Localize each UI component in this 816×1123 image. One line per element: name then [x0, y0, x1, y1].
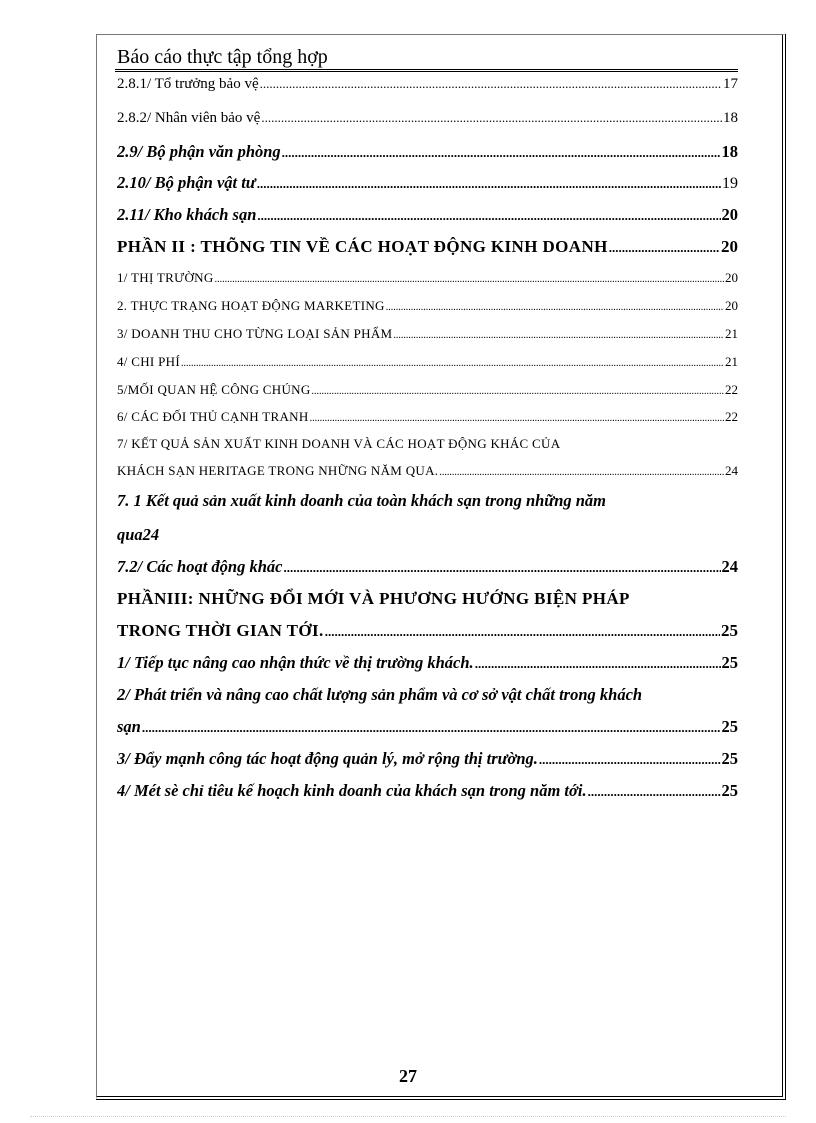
header-rule [115, 69, 738, 72]
page-bottom-divider [30, 1116, 786, 1117]
dot-leader [310, 413, 724, 424]
toc-entry-page: 25 [721, 621, 738, 640]
toc-entry-page: 20 [721, 237, 738, 256]
toc-entry-page: 21 [725, 354, 738, 369]
toc-entry-label: 2.10/ Bộ phận vật tư [117, 173, 256, 192]
toc-entry-2-11[interactable] [117, 205, 738, 225]
dot-leader [439, 467, 724, 478]
toc-entry-part-3-line1[interactable]: PHẦNIII: NHỮNG ĐỔI MỚI VÀ PHƯƠNG HƯỚNG BIỆN PHÁP [117, 589, 630, 608]
toc-entry-3-1[interactable] [117, 653, 738, 673]
toc-entry-label: 6/ CÁC ĐỐI THỦ CẠNH TRANH [117, 409, 309, 424]
toc-entry-page: 21 [725, 326, 738, 341]
dot-leader [282, 145, 721, 161]
toc-entry-label: 4/ Mét sè chỉ tiêu kế hoạch kinh doanh của khách sạn trong năm tới. [117, 781, 587, 800]
page-number: 27 [399, 1066, 417, 1086]
toc-entry-2-10[interactable] [117, 173, 738, 193]
toc-entry-results-line1[interactable]: 7/ KẾT QUẢ SẢN XUẤT KINH DOANH VÀ CÁC HOẠT ĐỘNG KHÁC CỦA [117, 436, 561, 451]
dot-leader [475, 656, 721, 672]
toc-entry-page: 18 [721, 142, 738, 161]
toc-entry-3-4[interactable] [117, 781, 738, 801]
toc-entry-page: 25 [721, 749, 738, 768]
toc-entry-page: 18 [723, 110, 738, 126]
toc-entry-7-1-line1[interactable]: 7. 1 Kết quả sản xuất kinh doanh của toàn khách sạn trong những năm [117, 491, 607, 510]
toc-entry-page: 22 [725, 382, 738, 397]
toc-entry-7-2[interactable] [117, 557, 738, 577]
toc-entry-page: 24 [721, 557, 738, 576]
toc-entry-page: 20 [721, 205, 738, 224]
toc-entry-label: 2.8.2/ Nhân viên bảo vệ [117, 110, 261, 126]
toc-entry-market[interactable] [117, 270, 738, 286]
toc-entry-competitors[interactable] [117, 409, 738, 425]
dot-leader [261, 110, 722, 126]
dot-leader [142, 720, 721, 736]
toc-entry-label: 2.8.1/ Tổ trưởng bảo vệ [117, 76, 259, 92]
toc-entry-page: 25 [721, 781, 738, 800]
toc-entry-label: 7.2/ Các hoạt động khác [117, 557, 283, 576]
dot-leader [588, 784, 721, 800]
dot-leader [312, 386, 724, 397]
toc-entry-page: 17 [723, 76, 738, 92]
toc-entry-3-2-line1[interactable]: 2/ Phát triển và nâng cao chất lượng sản phẩm và cơ sở vật chất trong khách [117, 685, 643, 704]
toc-entry-label: 3/ DOANH THU CHO TỪNG LOẠI SẢN PHẨM [117, 326, 393, 341]
toc-entry-label: 2.11/ Kho khách sạn [117, 205, 257, 224]
toc-entry-page: 22 [725, 409, 738, 424]
dot-leader [257, 208, 720, 224]
dot-leader [539, 752, 721, 768]
toc-entry-label: 2.9/ Bộ phận văn phòng [117, 142, 281, 161]
dot-leader [609, 240, 720, 256]
toc-entry-label: 4/ CHI PHÍ [117, 354, 180, 369]
dot-leader [181, 358, 724, 369]
toc-entry-3-2[interactable] [117, 717, 738, 737]
toc-entry-label: KHÁCH SẠN HERITAGE TRONG NHỮNG NĂM QUA. [117, 463, 439, 478]
toc-entry-label: PHẦN II : THÕNG TIN VỀ CÁC HOẠT ĐỘNG KINH DOANH [117, 237, 608, 256]
toc-entry-2-8-2[interactable] [117, 110, 738, 127]
toc-entry-label: 3/ Đẩy mạnh công tác hoạt động quản lý, mở rộng thị trường. [117, 749, 538, 768]
toc-entry-results[interactable] [117, 463, 738, 479]
toc-entry-2-9[interactable] [117, 142, 738, 162]
toc-entry-marketing[interactable] [117, 298, 738, 314]
toc-entry-part-3[interactable] [117, 621, 738, 641]
toc-entry-label: 2. THỰC TRẠNG HOẠT ĐỘNG MARKETING [117, 298, 385, 313]
dot-leader [325, 624, 720, 640]
toc-entry-public-relations[interactable] [117, 382, 738, 398]
dot-leader [257, 176, 721, 192]
toc-entry-7-1[interactable]: qua24 [117, 525, 160, 544]
toc-entry-page: 19 [722, 175, 738, 192]
dot-leader [215, 274, 724, 285]
toc-entry-page: 25 [721, 717, 738, 736]
toc-entry-2-8-1[interactable] [117, 76, 738, 93]
toc-entry-page: 25 [721, 653, 738, 672]
dot-leader [386, 302, 724, 313]
toc-entry-3-3[interactable] [117, 749, 738, 769]
toc-entry-page: 24 [725, 463, 738, 478]
page-header-title: Báo cáo thực tập tổng hợp [117, 46, 328, 68]
toc-entry-part-2[interactable] [117, 237, 738, 257]
toc-entry-label: 1/ Tiếp tục nâng cao nhận thức về thị trường khách. [117, 653, 474, 672]
toc-entry-page: 20 [725, 298, 738, 313]
toc-entry-label: 5/MỐI QUAN HỆ CÔNG CHÚNG [117, 382, 311, 397]
toc-entry-revenue[interactable] [117, 326, 738, 342]
dot-leader [260, 76, 722, 92]
toc-entry-label: sạn [117, 717, 141, 736]
toc-entry-page: 20 [725, 270, 738, 285]
dot-leader [393, 330, 724, 341]
toc-entry-label: 1/ THỊ TRƯỜNG [117, 270, 214, 285]
dot-leader [283, 560, 720, 576]
toc-entry-label: TRONG THỜI GIAN TỚI. [117, 621, 324, 640]
toc-entry-costs[interactable] [117, 354, 738, 370]
